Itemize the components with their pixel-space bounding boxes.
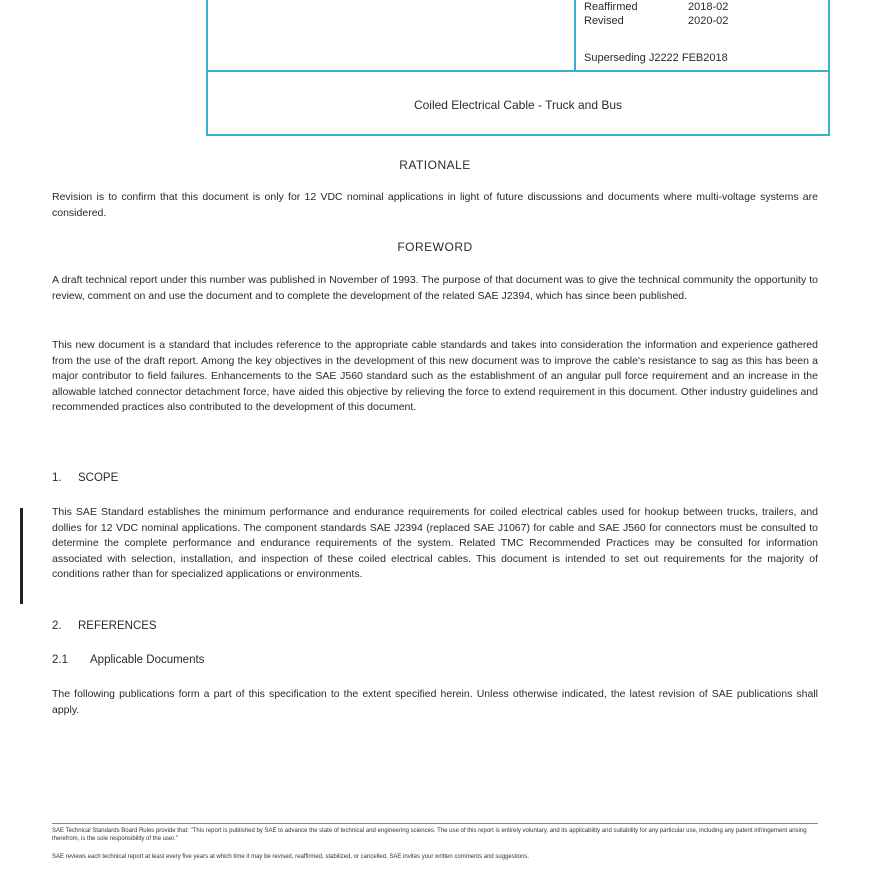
applicable-documents-heading: 2.1 Applicable Documents (52, 654, 205, 666)
rationale-heading: RATIONALE (399, 158, 471, 172)
header-divider-vertical (574, 0, 576, 70)
header-divider-horizontal (208, 70, 828, 72)
foreword-paragraph-2: This new document is a standard that includes reference to the appropriate cable standards and takes into consideration the information and experience gathered from the use of the draft report. Among the key objectives in the development of this new document was to improve the cable's resistance to sag as this has been a major contributor to field failures. Enhancements to the SAE J560 standard such as the establishment of an angular pull force requirement and an increase in the allowable latched connector detachment force, have aided this objective by relieving the force to extend requirement in this document. Other industry guidelines and recommended practices also contributed to the development of this document. (52, 339, 818, 413)
references-section-heading: 2. REFERENCES (52, 620, 157, 632)
document-title: Coiled Electrical Cable - Truck and Bus (413, 98, 623, 112)
footer-review-note: SAE reviews each technical report at least every five years at which time it may be revised, reaffirmed, stabilized, or cancelled. SAE invites your written comments and suggestions. (52, 854, 530, 860)
date-revised: Revised 2020-02 (584, 15, 729, 27)
foreword-paragraph-1: A draft technical report under this number was published in November of 1993. The purpose of that document was to give the technical community the opportunity to review, comment on and use the document and to complete the development of the related SAE J2394, which has since been published. (52, 274, 818, 302)
document-dates (584, 0, 728, 28)
rationale-text: Revision is to confirm that this document is only for 12 VDC nominal applications in light of future discussions and documents where multi-voltage systems are considered. (52, 191, 818, 219)
revision-change-bar (20, 508, 23, 604)
references-text: The following publications form a part of this specification to the extent specified herein. Unless otherwise indicated, the latest revision of SAE publications shall apply. (52, 688, 818, 716)
date-reaffirmed: Reaffirmed 2018-02 (584, 1, 729, 13)
superseding-note: Superseding J2222 FEB2018 (584, 52, 728, 64)
footer-divider (52, 823, 818, 824)
scope-text: This SAE Standard establishes the minimum performance and endurance requirements for coiled electrical cables used for hookup between trucks, trailers, and dollies for 12 VDC nominal applications. The component standards SAE J2394 (replaced SAE J1067) for cable and SAE J560 for connectors must be consulted to determine the complete performance and endurance requirements of the system. Related TMC Recommended Practices may be consulted for information associated with selection, installation, and inspection of these coiled electrical cables. This document is intended to set out requirements for the majority of conditions rather than for specialized applications or environments. (52, 506, 818, 580)
foreword-heading: FOREWORD (397, 240, 473, 254)
footer-disclaimer: SAE Technical Standards Board Rules provide that: "This report is published by SAE to advance the state of technical and engineering sciences. The use of this report is entirely voluntary, and its applicability and suitability for any particular use, including any patent infringement arising therefrom, is the sole responsibility of the user." (52, 828, 807, 842)
scope-section-heading: 1. SCOPE (52, 472, 119, 484)
document-header-box (206, 0, 830, 136)
